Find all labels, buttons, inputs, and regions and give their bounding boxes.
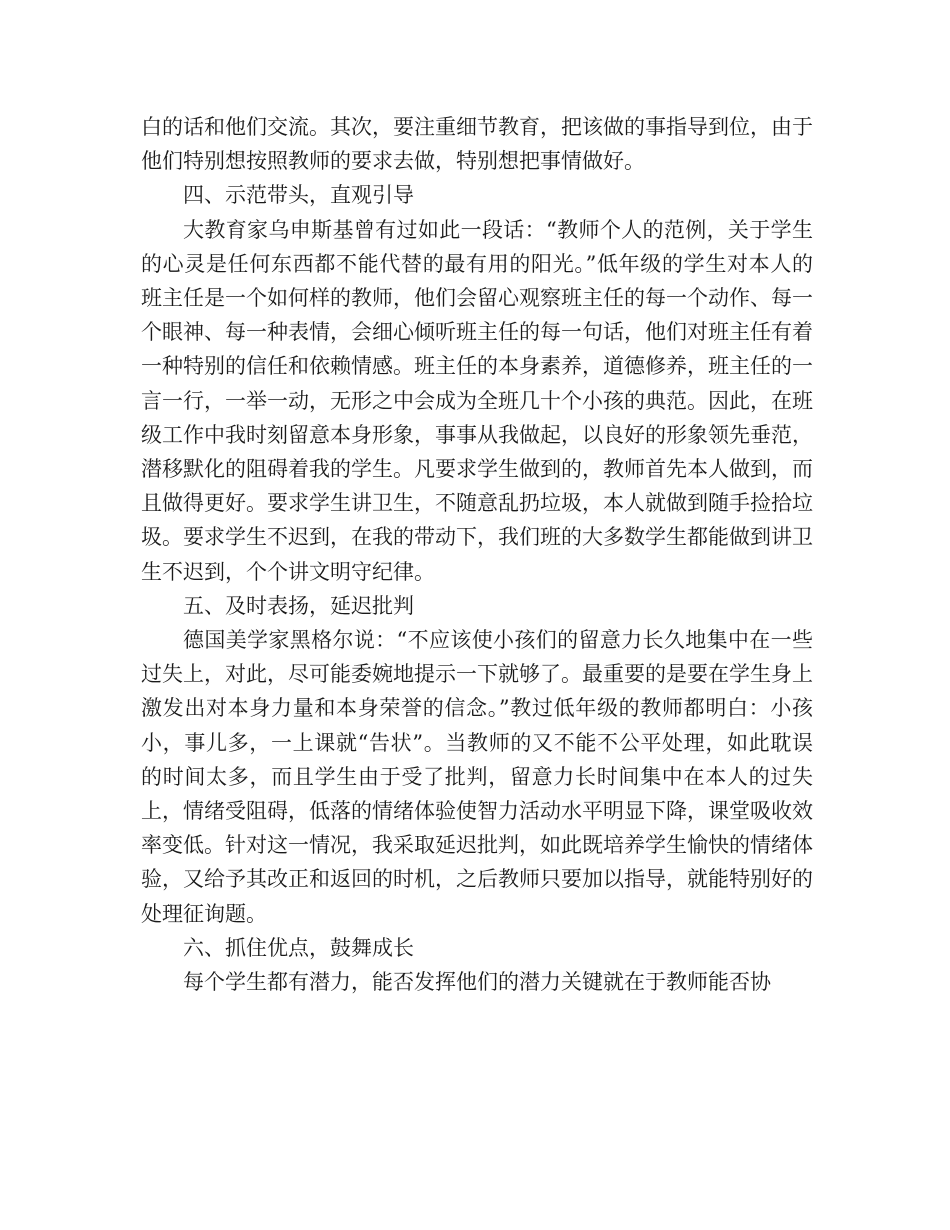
section-heading-4: 四、示范带头，直观引导 <box>183 183 414 208</box>
section-heading-5: 五、及时表扬，延迟批判 <box>183 593 414 618</box>
section-heading-6: 六、抓住优点，鼓舞成长 <box>183 935 414 960</box>
document-body <box>141 110 813 999</box>
paragraph-role-model: 大教育家乌申斯基曾有过如此一段话：“教师个人的范例，关于学生的心灵是任何东西都不能代替的最有用的阳光。”低年级的学生对本人的班主任是一个如何样的教师，他们会留心观察班主任的每一个动作、每一个眼神、每一种表情，会细心倾听班主任的每一句话，他们对班主任有着一种特别的信任和依赖情感。班主任的本身素养，道德修养，班主任的一言一行，一举一动，无形之中会成为全班几十个小孩的典范。因此，在班级工作中我时刻留意本身形象，事事从我做起，以良好的形象领先垂范，潜移默化的阻碍着我的学生。凡要求学生做到的，教师首先本人做到，而且做得更好。要求学生讲卫生，不随意乱扔垃圾，本人就做到随手捡拾垃圾。要求学生不迟到，在我的带动下，我们班的大多数学生都能做到讲卫生不迟到，个个讲文明守纪律。 <box>141 217 813 584</box>
paragraph-continuation: 白的话和他们交流。其次，要注重细节教育，把该做的事指导到位，由于他们特别想按照教师的要求去做，特别想把事情做好。 <box>141 115 813 174</box>
paragraph-strengths: 每个学生都有潜力，能否发挥他们的潜力关键就在于教师能否协 <box>183 970 771 995</box>
paragraph-delayed-criticism: 德国美学家黑格尔说：“不应该使小孩们的留意力长久地集中在一些过失上，对此，尽可能委婉地提示一下就够了。最重要的是要在学生身上激发出对本身力量和本身荣誉的信念。”教过低年级的教师都明白：小孩小，事儿多，一上课就“告状”。当教师的又不能不公平处理，如此耽误的时间太多，而且学生由于受了批判，留意力长时间集中在本人的过失上，情绪受阻碍，低落的情绪体验使智力活动水平明显下降，课堂吸收效率变低。针对这一情况，我采取延迟批判，如此既培养学生愉快的情绪体验，又给予其改正和返回的时机，之后教师只要加以指导，就能特别好的处理征询题。 <box>141 628 813 926</box>
